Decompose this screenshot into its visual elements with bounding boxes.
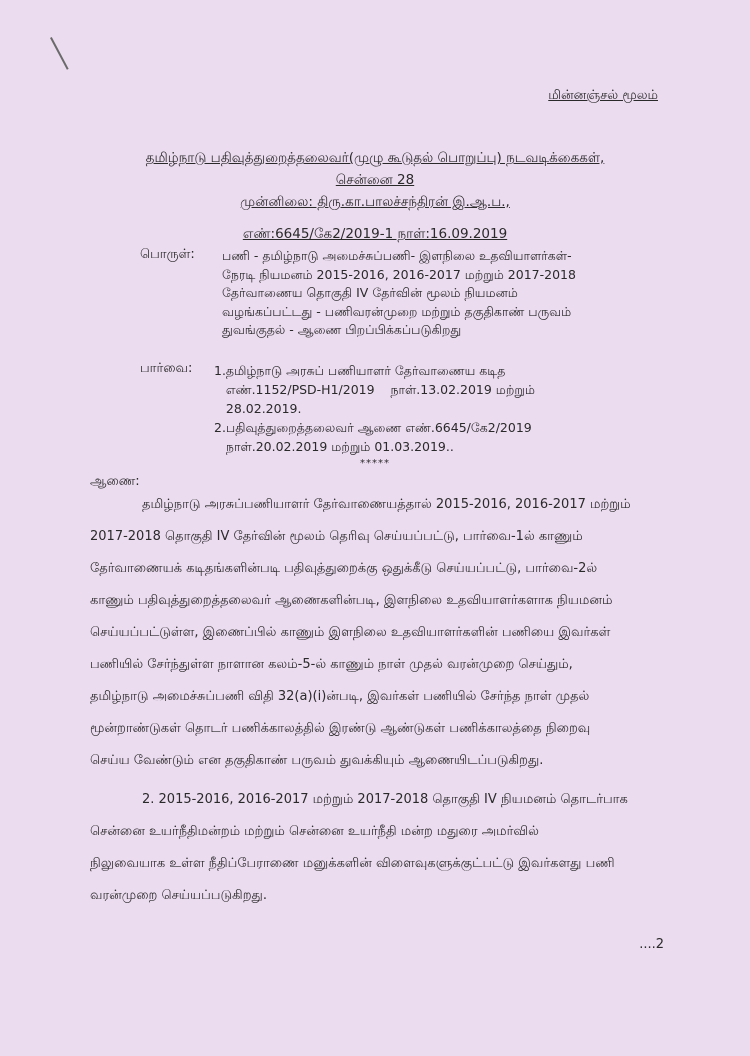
subject-line: நேரடி நியமனம் 2015-2016, 2016-2017 மற்றும் 2017-2018 (222, 266, 576, 282)
reference-line: நாள்.20.02.2019 மற்றும் 01.03.2019.. (214, 439, 454, 454)
page-continuation: ....2 (639, 937, 664, 952)
separator: ***** (360, 458, 390, 469)
reference-line: எண்.1152/PSD-H1/2019 நாள்.13.02.2019 மற்றும் (214, 382, 535, 397)
subject-line: பணி - தமிழ்நாடு அமைச்சுப்பணி- இளநிலை உதவியாளர்கள்- (222, 248, 572, 263)
pen-mark (50, 37, 69, 70)
order-paragraph-1 (90, 489, 660, 777)
paragraph-line: தேர்வாணையக் கடிதங்களின்படி பதிவுத்துறைக்கு ஒதுக்கீடு செய்யப்பட்டு, பார்வை-2ல் (90, 561, 598, 576)
reference-number-text: எண்:6645/கே2/2019-1 நாள்:16.09.2019 (242, 226, 508, 242)
references-label: பார்வை: (140, 361, 193, 376)
reference-line: 1.தமிழ்நாடு அரசுப் பணியாளர் தேர்வாணைய கடித (214, 363, 506, 378)
subject-text (222, 247, 576, 340)
references-text (214, 361, 535, 456)
paragraph-line: செய்ய வேண்டும் என தகுதிகாண் பருவம் துவக்கியும் ஆணையிடப்படுகிறது. (90, 753, 544, 768)
order-paragraph-2 (90, 784, 660, 912)
subject-line: வழங்கப்பட்டது - பணிவரன்முறை மற்றும் தகுதிகாண் பருவம் (222, 303, 572, 319)
reference-line: 2.பதிவுத்துறைத்தலைவர் ஆணை எண்.6645/கே2/2019 (214, 420, 532, 435)
subject-label: பொருள்: (140, 247, 195, 262)
subject-line: துவங்குதல் - ஆணை பிறப்பிக்கப்படுகிறது (222, 322, 462, 337)
paragraph-line: 2. 2015-2016, 2016-2017 மற்றும் 2017-2018 தொகுதி IV நியமனம் தொடர்பாக (142, 792, 628, 807)
header-city (0, 172, 750, 190)
subject-line: தேர்வாணைய தொகுதி IV தேர்வின் மூலம் நியமனம் (222, 285, 518, 300)
reference-number (0, 226, 750, 244)
paragraph-line: தமிழ்நாடு அரசுப்பணியாளர் தேர்வாணையத்தால் 2015-2016, 2016-2017 மற்றும் (142, 497, 631, 512)
header-presence-text: முன்னிலை: திரு.கா.பாலச்சந்திரன் இ.ஆ.ப., (240, 194, 510, 210)
paragraph-line: வரன்முறை செய்யப்படுகிறது. (90, 888, 267, 903)
header-office-text: தமிழ்நாடு பதிவுத்துறைத்தலைவர்(முழு கூடுதல் பொறுப்பு) நடவடிக்கைகள், (145, 150, 605, 166)
paragraph-line: தமிழ்நாடு அமைச்சுப்பணி விதி 32(a)(i)ன்படி, இவர்கள் பணியில் சேர்ந்த நாள் முதல் (90, 689, 590, 704)
header-city-text: சென்னை 28 (335, 172, 415, 188)
email-note: மின்னஞ்சல் மூலம் (548, 88, 658, 103)
paragraph-line: பணியில் சேர்ந்துள்ள நாளான கலம்-5-ல் காணும் நாள் முதல் வரன்முறை செய்தும், (90, 657, 573, 672)
paragraph-line: நிலுவையாக உள்ள நீதிப்பேராணை மனுக்களின் விளைவுகளுக்குட்பட்டு இவர்களது பணி (90, 856, 615, 871)
paragraph-line: 2017-2018 தொகுதி IV தேர்வின் மூலம் தெரிவு செய்யப்பட்டு, பார்வை-1ல் காணும் (90, 529, 583, 544)
paragraph-line: சென்னை உயர்நீதிமன்றம் மற்றும் சென்னை உயர்நீதி மன்ற மதுரை அமர்வில் (90, 824, 539, 839)
header-office (0, 150, 750, 168)
paragraph-line: மூன்றாண்டுகள் தொடர் பணிக்காலத்தில் இரண்டு ஆண்டுகள் பணிக்காலத்தை நிறைவு (90, 721, 591, 736)
header-presence (0, 194, 750, 212)
paragraph-line: செய்யப்பட்டுள்ள, இணைப்பில் காணும் இளநிலை உதவியாளர்களின் பணியை இவர்கள் (90, 625, 611, 640)
order-label: ஆணை: (90, 474, 140, 489)
reference-line: 28.02.2019. (214, 401, 302, 416)
paragraph-line: காணும் பதிவுத்துறைத்தலைவர் ஆணைகளின்படி, இளநிலை உதவியாளர்களாக நியமனம் (90, 593, 613, 608)
